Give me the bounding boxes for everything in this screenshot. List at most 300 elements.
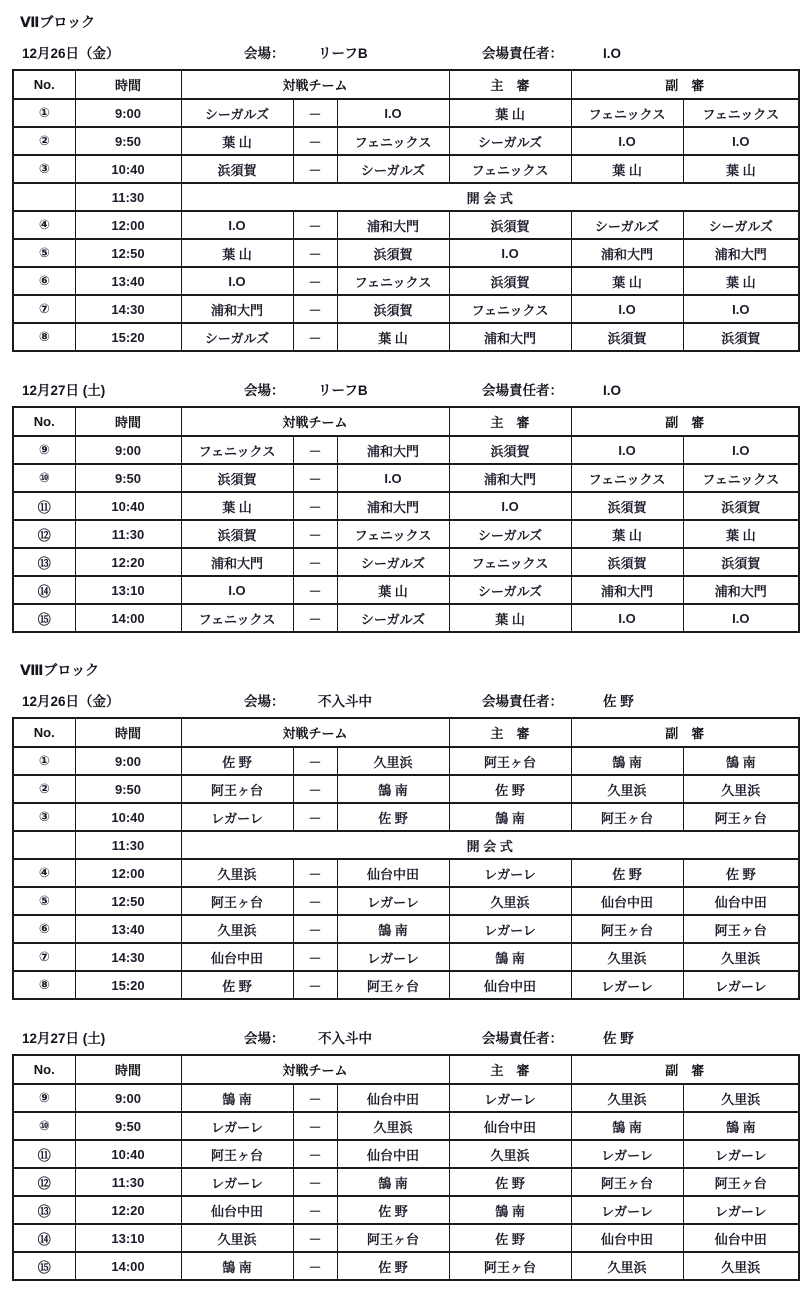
match-time: 14:30 bbox=[75, 943, 181, 971]
match-time: 11:30 bbox=[75, 183, 181, 211]
vs-dash: － bbox=[293, 915, 337, 943]
match-time: 12:20 bbox=[75, 548, 181, 576]
vs-dash: － bbox=[293, 267, 337, 295]
match-row bbox=[13, 520, 799, 548]
away-team: 浜須賀 bbox=[337, 239, 449, 267]
match-row bbox=[13, 1196, 799, 1224]
match-number: ② bbox=[13, 127, 75, 155]
assistant-referee-2: 浦和大門 bbox=[683, 239, 799, 267]
assistant-referee-1: 葉 山 bbox=[571, 155, 683, 183]
match-number: ⑩ bbox=[13, 1112, 75, 1140]
col-header-teams: 対戦チーム bbox=[181, 407, 449, 436]
assistant-referee-2: 久里浜 bbox=[683, 775, 799, 803]
match-time: 9:00 bbox=[75, 1084, 181, 1112]
col-header-teams: 対戦チーム bbox=[181, 1055, 449, 1084]
home-team: 浦和大門 bbox=[181, 295, 293, 323]
away-team: 浦和大門 bbox=[337, 436, 449, 464]
match-row bbox=[13, 1224, 799, 1252]
home-team: 佐 野 bbox=[181, 747, 293, 775]
referee: フェニックス bbox=[449, 548, 571, 576]
col-header-no: No. bbox=[13, 1055, 75, 1084]
assistant-referee-1: 阿王ヶ台 bbox=[571, 803, 683, 831]
match-time: 9:00 bbox=[75, 436, 181, 464]
venue-label: 会場： bbox=[244, 694, 285, 709]
match-number: ⑤ bbox=[13, 887, 75, 915]
manager-label: 会場責任者： bbox=[482, 383, 563, 398]
away-team: 仙台中田 bbox=[337, 859, 449, 887]
assistant-referee-1: 葉 山 bbox=[571, 267, 683, 295]
assistant-referee-1: 浜須賀 bbox=[571, 548, 683, 576]
manager-name: 佐 野 bbox=[603, 1031, 634, 1046]
match-row bbox=[13, 971, 799, 999]
home-team: I.O bbox=[181, 211, 293, 239]
manager-name: 佐 野 bbox=[603, 694, 634, 709]
referee: 佐 野 bbox=[449, 775, 571, 803]
match-time: 12:50 bbox=[75, 887, 181, 915]
match-time: 10:40 bbox=[75, 803, 181, 831]
assistant-referee-1: 久里浜 bbox=[571, 775, 683, 803]
referee: 仙台中田 bbox=[449, 971, 571, 999]
day-header bbox=[22, 690, 800, 710]
vs-dash: － bbox=[293, 99, 337, 127]
assistant-referee-2: 鵠 南 bbox=[683, 747, 799, 775]
table-header-row bbox=[13, 70, 799, 99]
assistant-referee-1: 阿王ヶ台 bbox=[571, 915, 683, 943]
home-team: レガーレ bbox=[181, 803, 293, 831]
vs-dash: － bbox=[293, 859, 337, 887]
away-team: 仙台中田 bbox=[337, 1084, 449, 1112]
vs-dash: － bbox=[293, 239, 337, 267]
away-team: フェニックス bbox=[337, 267, 449, 295]
assistant-referee-1: シーガルズ bbox=[571, 211, 683, 239]
col-header-referee: 主 審 bbox=[449, 1055, 571, 1084]
vs-dash: － bbox=[293, 520, 337, 548]
referee: 浦和大門 bbox=[449, 323, 571, 351]
assistant-referee-2: 浜須賀 bbox=[683, 548, 799, 576]
home-team: 葉 山 bbox=[181, 127, 293, 155]
referee: 葉 山 bbox=[449, 604, 571, 632]
away-team: 阿王ヶ台 bbox=[337, 1224, 449, 1252]
referee: 久里浜 bbox=[449, 887, 571, 915]
assistant-referee-1: フェニックス bbox=[571, 99, 683, 127]
match-row bbox=[13, 1084, 799, 1112]
assistant-referee-1: I.O bbox=[571, 295, 683, 323]
vs-dash: － bbox=[293, 775, 337, 803]
referee: レガーレ bbox=[449, 1084, 571, 1112]
away-team: フェニックス bbox=[337, 520, 449, 548]
day-section-vii-sat bbox=[0, 379, 800, 633]
assistant-referee-1: 葉 山 bbox=[571, 520, 683, 548]
match-number bbox=[13, 831, 75, 859]
referee: 阿王ヶ台 bbox=[449, 1252, 571, 1280]
schedule-table bbox=[12, 1054, 800, 1281]
match-number: ⑥ bbox=[13, 915, 75, 943]
vs-dash: － bbox=[293, 1224, 337, 1252]
vs-dash: － bbox=[293, 604, 337, 632]
assistant-referee-1: レガーレ bbox=[571, 1196, 683, 1224]
home-team: 鵠 南 bbox=[181, 1252, 293, 1280]
away-team: 葉 山 bbox=[337, 576, 449, 604]
vs-dash: － bbox=[293, 127, 337, 155]
match-row bbox=[13, 859, 799, 887]
col-header-no: No. bbox=[13, 407, 75, 436]
assistant-referee-1: レガーレ bbox=[571, 971, 683, 999]
away-team: 鵠 南 bbox=[337, 1168, 449, 1196]
manager-name: I.O bbox=[603, 46, 622, 61]
match-number: ⑨ bbox=[13, 1084, 75, 1112]
assistant-referee-2: 葉 山 bbox=[683, 155, 799, 183]
assistant-referee-1: 久里浜 bbox=[571, 1084, 683, 1112]
home-team: 久里浜 bbox=[181, 1224, 293, 1252]
referee: シーガルズ bbox=[449, 127, 571, 155]
match-time: 9:50 bbox=[75, 464, 181, 492]
col-header-time: 時間 bbox=[75, 718, 181, 747]
home-team: 浜須賀 bbox=[181, 520, 293, 548]
assistant-referee-1: I.O bbox=[571, 604, 683, 632]
match-row bbox=[13, 492, 799, 520]
match-time: 15:20 bbox=[75, 323, 181, 351]
vs-dash: － bbox=[293, 803, 337, 831]
match-number: ③ bbox=[13, 803, 75, 831]
match-number: ⑧ bbox=[13, 323, 75, 351]
referee: 浦和大門 bbox=[449, 464, 571, 492]
match-number: ④ bbox=[13, 859, 75, 887]
match-row bbox=[13, 548, 799, 576]
match-time: 13:40 bbox=[75, 267, 181, 295]
assistant-referee-1: 浦和大門 bbox=[571, 576, 683, 604]
assistant-referee-2: 阿王ヶ台 bbox=[683, 1168, 799, 1196]
vs-dash: － bbox=[293, 1168, 337, 1196]
match-number: ⑫ bbox=[13, 520, 75, 548]
home-team: フェニックス bbox=[181, 436, 293, 464]
away-team: シーガルズ bbox=[337, 604, 449, 632]
assistant-referee-1: 鵠 南 bbox=[571, 747, 683, 775]
vs-dash: － bbox=[293, 211, 337, 239]
schedule-table bbox=[12, 406, 800, 633]
match-row bbox=[13, 295, 799, 323]
away-team: 浜須賀 bbox=[337, 295, 449, 323]
assistant-referee-2: レガーレ bbox=[683, 1196, 799, 1224]
assistant-referee-2: 浦和大門 bbox=[683, 576, 799, 604]
home-team: 仙台中田 bbox=[181, 1196, 293, 1224]
assistant-referee-1: 久里浜 bbox=[571, 1252, 683, 1280]
referee: 鵠 南 bbox=[449, 1196, 571, 1224]
ceremony-row bbox=[13, 183, 799, 211]
assistant-referee-2: フェニックス bbox=[683, 464, 799, 492]
home-team: 浜須賀 bbox=[181, 464, 293, 492]
match-row bbox=[13, 127, 799, 155]
away-team: 鵠 南 bbox=[337, 915, 449, 943]
match-row bbox=[13, 775, 799, 803]
assistant-referee-1: 阿王ヶ台 bbox=[571, 1168, 683, 1196]
match-number: ⑮ bbox=[13, 1252, 75, 1280]
day-header bbox=[22, 379, 800, 399]
referee: 鵠 南 bbox=[449, 943, 571, 971]
match-number: ⑩ bbox=[13, 464, 75, 492]
match-number: ⑭ bbox=[13, 1224, 75, 1252]
match-row bbox=[13, 436, 799, 464]
assistant-referee-2: レガーレ bbox=[683, 1140, 799, 1168]
schedule-date: 12月27日 (土) bbox=[22, 383, 106, 398]
assistant-referee-1: 浦和大門 bbox=[571, 239, 683, 267]
home-team: I.O bbox=[181, 267, 293, 295]
vs-dash: － bbox=[293, 295, 337, 323]
match-time: 15:20 bbox=[75, 971, 181, 999]
vs-dash: － bbox=[293, 1140, 337, 1168]
referee: I.O bbox=[449, 239, 571, 267]
referee: 葉 山 bbox=[449, 99, 571, 127]
match-time: 13:10 bbox=[75, 1224, 181, 1252]
match-time: 10:40 bbox=[75, 1140, 181, 1168]
match-row bbox=[13, 747, 799, 775]
day-header bbox=[22, 1027, 800, 1047]
match-time: 9:50 bbox=[75, 775, 181, 803]
match-row bbox=[13, 943, 799, 971]
away-team: 鵠 南 bbox=[337, 775, 449, 803]
col-header-assistant: 副 審 bbox=[571, 718, 799, 747]
match-time: 11:30 bbox=[75, 1168, 181, 1196]
match-time: 9:50 bbox=[75, 127, 181, 155]
away-team: 久里浜 bbox=[337, 1112, 449, 1140]
referee: 久里浜 bbox=[449, 1140, 571, 1168]
match-row bbox=[13, 155, 799, 183]
match-time: 12:50 bbox=[75, 239, 181, 267]
col-header-referee: 主 審 bbox=[449, 407, 571, 436]
referee: シーガルズ bbox=[449, 576, 571, 604]
venue-name: リーフB bbox=[318, 383, 368, 398]
block-title-vii: Ⅶブロック bbox=[20, 14, 96, 30]
vs-dash: － bbox=[293, 492, 337, 520]
away-team: フェニックス bbox=[337, 127, 449, 155]
match-time: 14:00 bbox=[75, 1252, 181, 1280]
vs-dash: － bbox=[293, 747, 337, 775]
vs-dash: － bbox=[293, 464, 337, 492]
referee: 浜須賀 bbox=[449, 267, 571, 295]
col-header-teams: 対戦チーム bbox=[181, 718, 449, 747]
home-team: 葉 山 bbox=[181, 492, 293, 520]
vs-dash: － bbox=[293, 943, 337, 971]
table-header-row bbox=[13, 718, 799, 747]
away-team: シーガルズ bbox=[337, 155, 449, 183]
match-row bbox=[13, 323, 799, 351]
home-team: 阿王ヶ台 bbox=[181, 775, 293, 803]
assistant-referee-1: レガーレ bbox=[571, 1140, 683, 1168]
match-number: ① bbox=[13, 747, 75, 775]
match-time: 11:30 bbox=[75, 831, 181, 859]
manager-label: 会場責任者： bbox=[482, 46, 563, 61]
day-header bbox=[22, 42, 800, 62]
ceremony-label: 開 会 式 bbox=[181, 831, 799, 859]
col-header-referee: 主 審 bbox=[449, 718, 571, 747]
match-row bbox=[13, 1112, 799, 1140]
match-number: ⑦ bbox=[13, 943, 75, 971]
match-time: 9:00 bbox=[75, 747, 181, 775]
home-team: シーガルズ bbox=[181, 99, 293, 127]
vs-dash: － bbox=[293, 548, 337, 576]
match-number: ⑧ bbox=[13, 971, 75, 999]
col-header-assistant: 副 審 bbox=[571, 1055, 799, 1084]
match-number: ④ bbox=[13, 211, 75, 239]
assistant-referee-2: I.O bbox=[683, 436, 799, 464]
away-team: レガーレ bbox=[337, 887, 449, 915]
day-section-vii-fri bbox=[0, 42, 800, 352]
schedule-date: 12月26日（金） bbox=[22, 46, 120, 61]
match-time: 9:50 bbox=[75, 1112, 181, 1140]
match-number: ③ bbox=[13, 155, 75, 183]
away-team: 葉 山 bbox=[337, 323, 449, 351]
match-number: ⑦ bbox=[13, 295, 75, 323]
match-row bbox=[13, 887, 799, 915]
match-row bbox=[13, 604, 799, 632]
away-team: 阿王ヶ台 bbox=[337, 971, 449, 999]
match-number: ⑤ bbox=[13, 239, 75, 267]
schedule-date: 12月27日 (土) bbox=[22, 1031, 106, 1046]
match-time: 10:40 bbox=[75, 492, 181, 520]
assistant-referee-2: 久里浜 bbox=[683, 943, 799, 971]
referee: レガーレ bbox=[449, 859, 571, 887]
vs-dash: － bbox=[293, 971, 337, 999]
assistant-referee-2: フェニックス bbox=[683, 99, 799, 127]
match-number: ⑭ bbox=[13, 576, 75, 604]
venue-label: 会場： bbox=[244, 383, 285, 398]
col-header-assistant: 副 審 bbox=[571, 70, 799, 99]
away-team: I.O bbox=[337, 464, 449, 492]
day-section-viii-fri bbox=[0, 690, 800, 1000]
match-time: 13:10 bbox=[75, 576, 181, 604]
match-row bbox=[13, 1168, 799, 1196]
referee: I.O bbox=[449, 492, 571, 520]
col-header-time: 時間 bbox=[75, 70, 181, 99]
assistant-referee-2: レガーレ bbox=[683, 971, 799, 999]
block-title-viii: Ⅷブロック bbox=[20, 662, 100, 678]
away-team: 久里浜 bbox=[337, 747, 449, 775]
referee: 佐 野 bbox=[449, 1224, 571, 1252]
home-team: フェニックス bbox=[181, 604, 293, 632]
table-header-row bbox=[13, 407, 799, 436]
assistant-referee-2: I.O bbox=[683, 127, 799, 155]
away-team: 浦和大門 bbox=[337, 492, 449, 520]
assistant-referee-2: 鵠 南 bbox=[683, 1112, 799, 1140]
match-time: 9:00 bbox=[75, 99, 181, 127]
col-header-no: No. bbox=[13, 70, 75, 99]
match-time: 10:40 bbox=[75, 155, 181, 183]
away-team: シーガルズ bbox=[337, 548, 449, 576]
away-team: 佐 野 bbox=[337, 1252, 449, 1280]
manager-name: I.O bbox=[603, 383, 622, 398]
assistant-referee-1: 仙台中田 bbox=[571, 887, 683, 915]
referee: シーガルズ bbox=[449, 520, 571, 548]
assistant-referee-2: 浜須賀 bbox=[683, 492, 799, 520]
match-row bbox=[13, 99, 799, 127]
manager-label: 会場責任者： bbox=[482, 1031, 563, 1046]
away-team: レガーレ bbox=[337, 943, 449, 971]
match-time: 12:00 bbox=[75, 211, 181, 239]
assistant-referee-2: I.O bbox=[683, 604, 799, 632]
home-team: 浜須賀 bbox=[181, 155, 293, 183]
referee: レガーレ bbox=[449, 915, 571, 943]
assistant-referee-2: 仙台中田 bbox=[683, 887, 799, 915]
assistant-referee-2: 佐 野 bbox=[683, 859, 799, 887]
match-time: 11:30 bbox=[75, 520, 181, 548]
schedule-table bbox=[12, 69, 800, 352]
assistant-referee-2: 葉 山 bbox=[683, 267, 799, 295]
assistant-referee-2: 葉 山 bbox=[683, 520, 799, 548]
venue-label: 会場： bbox=[244, 46, 285, 61]
assistant-referee-2: 阿王ヶ台 bbox=[683, 915, 799, 943]
venue-name: 不入斗中 bbox=[318, 1031, 372, 1046]
referee: フェニックス bbox=[449, 295, 571, 323]
vs-dash: － bbox=[293, 887, 337, 915]
table-header-row bbox=[13, 1055, 799, 1084]
match-number: ⑫ bbox=[13, 1168, 75, 1196]
match-time: 14:30 bbox=[75, 295, 181, 323]
home-team: 鵠 南 bbox=[181, 1084, 293, 1112]
vs-dash: － bbox=[293, 436, 337, 464]
match-number: ⑬ bbox=[13, 1196, 75, 1224]
home-team: シーガルズ bbox=[181, 323, 293, 351]
assistant-referee-2: I.O bbox=[683, 295, 799, 323]
referee: 浜須賀 bbox=[449, 211, 571, 239]
manager-label: 会場責任者： bbox=[482, 694, 563, 709]
vs-dash: － bbox=[293, 1112, 337, 1140]
match-row bbox=[13, 211, 799, 239]
match-number: ① bbox=[13, 99, 75, 127]
home-team: 葉 山 bbox=[181, 239, 293, 267]
match-number: ⑮ bbox=[13, 604, 75, 632]
venue-label: 会場： bbox=[244, 1031, 285, 1046]
assistant-referee-1: フェニックス bbox=[571, 464, 683, 492]
assistant-referee-2: シーガルズ bbox=[683, 211, 799, 239]
vs-dash: － bbox=[293, 1252, 337, 1280]
assistant-referee-1: 浜須賀 bbox=[571, 492, 683, 520]
match-number: ⑪ bbox=[13, 1140, 75, 1168]
assistant-referee-2: 阿王ヶ台 bbox=[683, 803, 799, 831]
home-team: 仙台中田 bbox=[181, 943, 293, 971]
venue-name: リーフB bbox=[318, 46, 368, 61]
col-header-teams: 対戦チーム bbox=[181, 70, 449, 99]
col-header-time: 時間 bbox=[75, 1055, 181, 1084]
match-number: ⑨ bbox=[13, 436, 75, 464]
match-time: 12:20 bbox=[75, 1196, 181, 1224]
match-number: ⑪ bbox=[13, 492, 75, 520]
match-row bbox=[13, 803, 799, 831]
match-row bbox=[13, 267, 799, 295]
referee: フェニックス bbox=[449, 155, 571, 183]
match-number: ⑥ bbox=[13, 267, 75, 295]
schedule-date: 12月26日（金） bbox=[22, 694, 120, 709]
away-team: 佐 野 bbox=[337, 803, 449, 831]
assistant-referee-1: 浜須賀 bbox=[571, 323, 683, 351]
venue-name: 不入斗中 bbox=[318, 694, 372, 709]
schedule-table bbox=[12, 717, 800, 1000]
referee: 阿王ヶ台 bbox=[449, 747, 571, 775]
ceremony-label: 開 会 式 bbox=[181, 183, 799, 211]
vs-dash: － bbox=[293, 576, 337, 604]
match-number: ⑬ bbox=[13, 548, 75, 576]
assistant-referee-2: 久里浜 bbox=[683, 1084, 799, 1112]
home-team: I.O bbox=[181, 576, 293, 604]
assistant-referee-1: 佐 野 bbox=[571, 859, 683, 887]
home-team: 久里浜 bbox=[181, 915, 293, 943]
assistant-referee-1: I.O bbox=[571, 127, 683, 155]
match-time: 12:00 bbox=[75, 859, 181, 887]
assistant-referee-1: 久里浜 bbox=[571, 943, 683, 971]
day-section-viii-sat bbox=[0, 1027, 800, 1281]
away-team: I.O bbox=[337, 99, 449, 127]
home-team: 佐 野 bbox=[181, 971, 293, 999]
match-time: 14:00 bbox=[75, 604, 181, 632]
referee: 仙台中田 bbox=[449, 1112, 571, 1140]
